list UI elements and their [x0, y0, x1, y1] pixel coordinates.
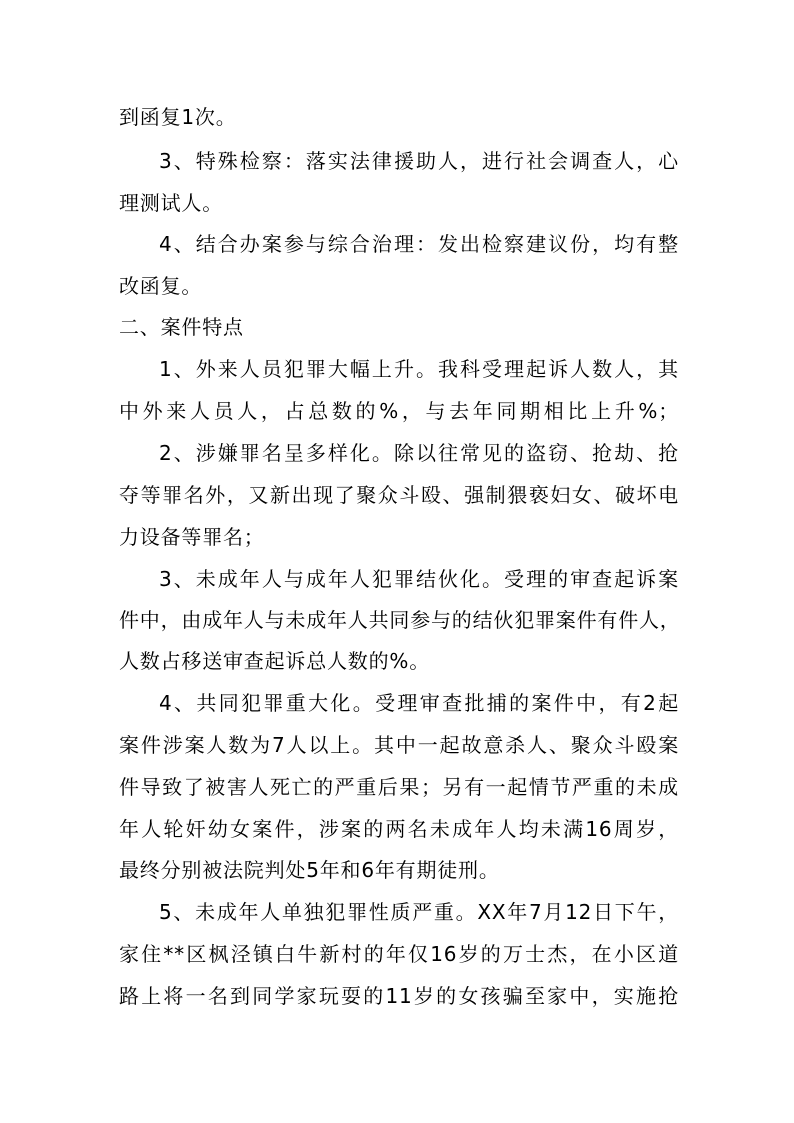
text-line: 理测试人。 — [119, 191, 223, 215]
text-line: 件中，由成年人与未成年人共同参与的结伙犯罪案件有件人， — [119, 608, 681, 632]
text-line: 改函复。 — [119, 274, 203, 298]
text-line: 3、未成年人与成年人犯罪结伙化。受理的审查起诉案 — [159, 567, 679, 591]
section-heading: 二、案件特点 — [119, 315, 244, 339]
text-line: 2、涉嫌罪名呈多样化。除以往常见的盗窃、抢劫、抢 — [159, 441, 679, 465]
text-line: 年人轮奸幼女案件，涉案的两名未成年人均未满16周岁， — [119, 817, 679, 841]
text-line: 1、外来人员犯罪大幅上升。我科受理起诉人数人，其 — [159, 357, 679, 381]
text-line: 家住**区枫泾镇白牛新村的年仅16岁的万士杰，在小区道 — [119, 942, 679, 966]
text-line: 路上将一名到同学家玩耍的11岁的女孩骗至家中，实施抢 — [119, 984, 679, 1008]
text-line: 4、结合办案参与综合治理：发出检察建议份，均有整 — [159, 232, 679, 256]
text-line: 夺等罪名外，又新出现了聚众斗殴、强制猥亵妇女、破坏电 — [119, 483, 679, 507]
text-line: 到函复1次。 — [119, 105, 237, 129]
text-line: 5、未成年人单独犯罪性质严重。XX年7月12日下午， — [159, 900, 679, 924]
text-line: 中外来人员人，占总数的%，与去年同期相比上升%； — [119, 399, 679, 423]
text-line: 人数占移送审查起诉总人数的%。 — [119, 649, 431, 673]
text-line: 3、特殊检察：落实法律援助人，进行社会调查人，心 — [159, 149, 679, 173]
text-line: 4、共同犯罪重大化。受理审查批捕的案件中，有2起 — [159, 691, 679, 715]
text-line: 案件涉案人数为7人以上。其中一起故意杀人、聚众斗殴案 — [119, 733, 679, 757]
text-line: 件导致了被害人死亡的严重后果；另有一起情节严重的未成 — [119, 775, 679, 799]
text-line: 最终分别被法院判处5年和6年有期徒刑。 — [119, 858, 500, 882]
text-line: 力设备等罪名； — [119, 525, 265, 549]
